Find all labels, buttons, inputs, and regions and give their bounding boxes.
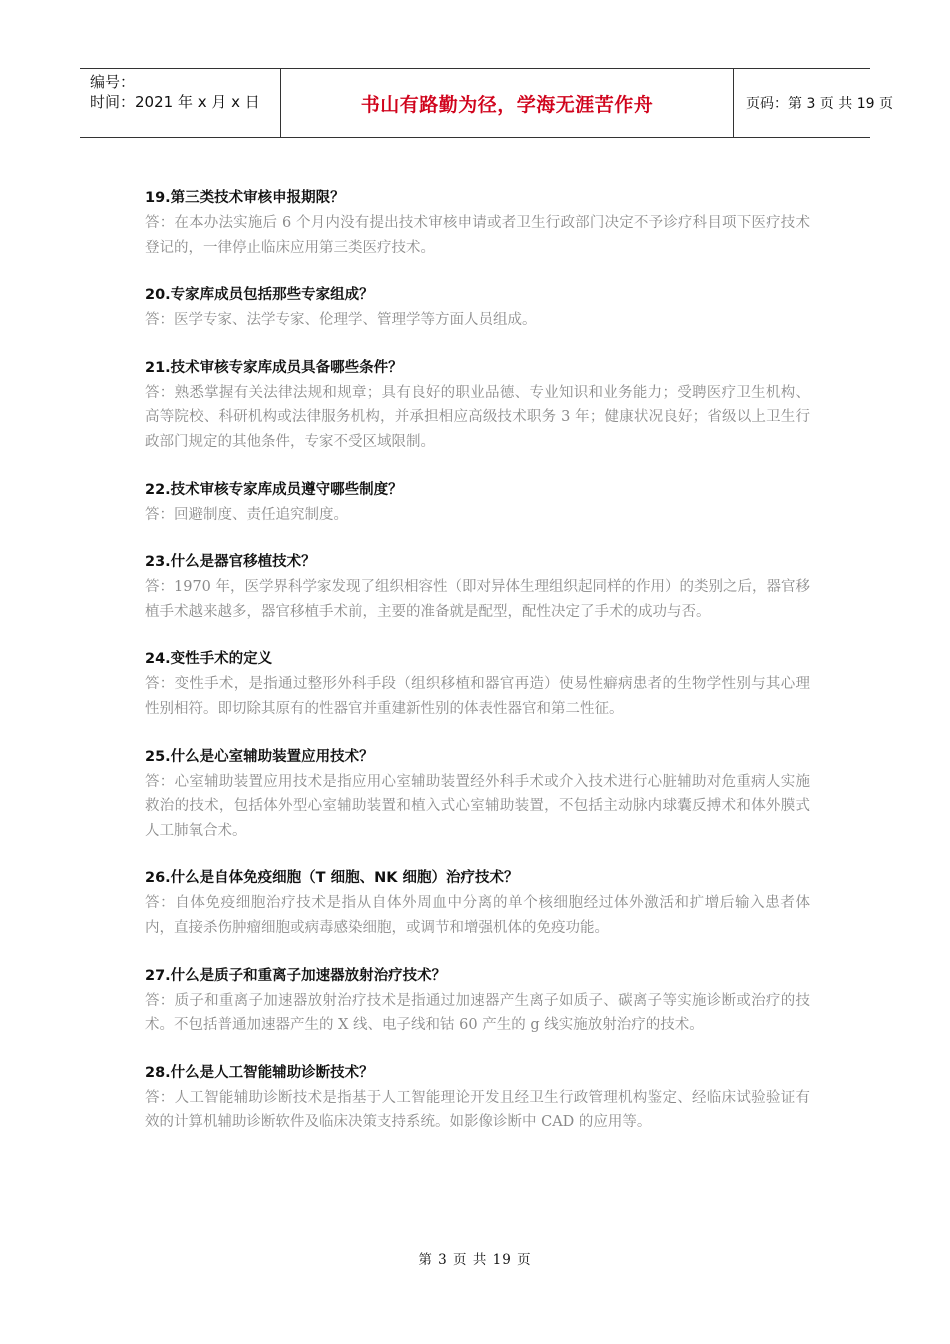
question: 25.什么是心室辅助装置应用技术？	[145, 748, 374, 765]
question: 23.什么是器官移植技术？	[145, 554, 316, 571]
question: 28.什么是人工智能辅助诊断技术？	[145, 1064, 374, 1081]
answer: 答：自体免疫细胞治疗技术是指从自体外周血中分离的单个核细胞经过体外激活和扩增后输入患者体内，直接杀伤肿瘤细胞或病毒感染细胞，或调节和增强机体的免疫功能。	[145, 895, 810, 936]
header-page-cell	[734, 69, 893, 137]
answer: 答：熟悉掌握有关法律法规和规章；具有良好的职业品德、专业知识和业务能力；受聘医疗卫生机构、高等院校、科研机构或法律服务机构，并承担相应高级技术职务 3 年；健康状况良好；省级以上卫生行政部门规定的其他条件，专家不受区域限制。	[145, 384, 810, 450]
header-motto: 书山有路勤为径，学海无涯苦作舟	[360, 93, 654, 116]
header-page-info: 页码：第 3 页 共 19 页	[746, 96, 893, 112]
answer: 答：在本办法实施后 6 个月内没有提出技术审核申请或者卫生行政部门决定不予诊疗科目项下医疗技术登记的，一律停止临床应用第三类医疗技术。	[145, 215, 810, 256]
question: 24.变性手术的定义	[145, 651, 273, 668]
qa-item-26	[145, 866, 810, 940]
answer: 答：医学专家、法学专家、伦理学、管理学等方面人员组成。	[145, 312, 537, 329]
question: 27.什么是质子和重离子加速器放射治疗技术？	[145, 967, 447, 984]
qa-item-21	[145, 356, 810, 455]
page-footer: 第 3 页 共 19 页	[418, 1252, 532, 1268]
qa-item-23	[145, 550, 810, 624]
qa-item-27	[145, 964, 810, 1038]
qa-item-25	[145, 745, 810, 844]
answer: 答：人工智能辅助诊断技术是指基于人工智能理论开发且经卫生行政管理机构鉴定、经临床试验验证有效的计算机辅助诊断软件及临床决策支持系统。如影像诊断中 CAD 的应用等。	[145, 1089, 810, 1131]
question: 26.什么是自体免疫细胞（T 细胞、NK 细胞）治疗技术？	[145, 870, 519, 887]
qa-item-20	[145, 283, 810, 333]
question: 19.第三类技术审核申报期限？	[145, 190, 345, 206]
header-left-cell	[80, 69, 280, 137]
question: 20.专家库成员包括那些专家组成？	[145, 287, 374, 304]
answer: 答：1970 年，医学界科学家发现了组织相容性（即对异体生理组织起同样的作用）的类别之后，器官移植手术越来越多，器官移植手术前，主要的准备就是配型，配性决定了手术的成功与否。	[145, 579, 811, 620]
document-date-label: 时间：2021 年 x 月 x 日	[90, 93, 260, 111]
answer: 答：变性手术，是指通过整形外科手段（组织移植和器官再造）使易性癖病患者的生物学性别与其心理性别相符。即切除其原有的性器官并重建新性别的体表性器官和第二性征。	[145, 676, 810, 717]
question: 21.技术审核专家库成员具备哪些条件？	[145, 359, 403, 376]
answer: 答：质子和重离子加速器放射治疗技术是指通过加速器产生离子如质子、碳离子等实施诊断或治疗的技术。不包括普通加速器产生的 X 线、电子线和钴 60 产生的 g 线实施放射治疗的技术。	[145, 992, 810, 1034]
qa-item-28	[145, 1061, 810, 1135]
answer: 答：心室辅助装置应用技术是指应用心室辅助装置经外科手术或介入技术进行心脏辅助对危重病人实施救治的技术，包括体外型心室辅助装置和植入式心室辅助装置，不包括主动脉内球囊反搏术和体外膜式人工肺氧合术。	[145, 773, 810, 839]
question: 22.技术审核专家库成员遵守哪些制度？	[145, 481, 403, 498]
page-header	[80, 68, 893, 138]
header-motto-cell	[280, 69, 734, 137]
qa-item-22	[145, 478, 810, 528]
answer: 答：回避制度、责任追究制度。	[145, 506, 348, 523]
qa-content	[145, 186, 810, 1158]
qa-item-24	[145, 647, 810, 721]
qa-item-19	[145, 186, 810, 260]
document-number-label: 编号：	[90, 73, 136, 91]
